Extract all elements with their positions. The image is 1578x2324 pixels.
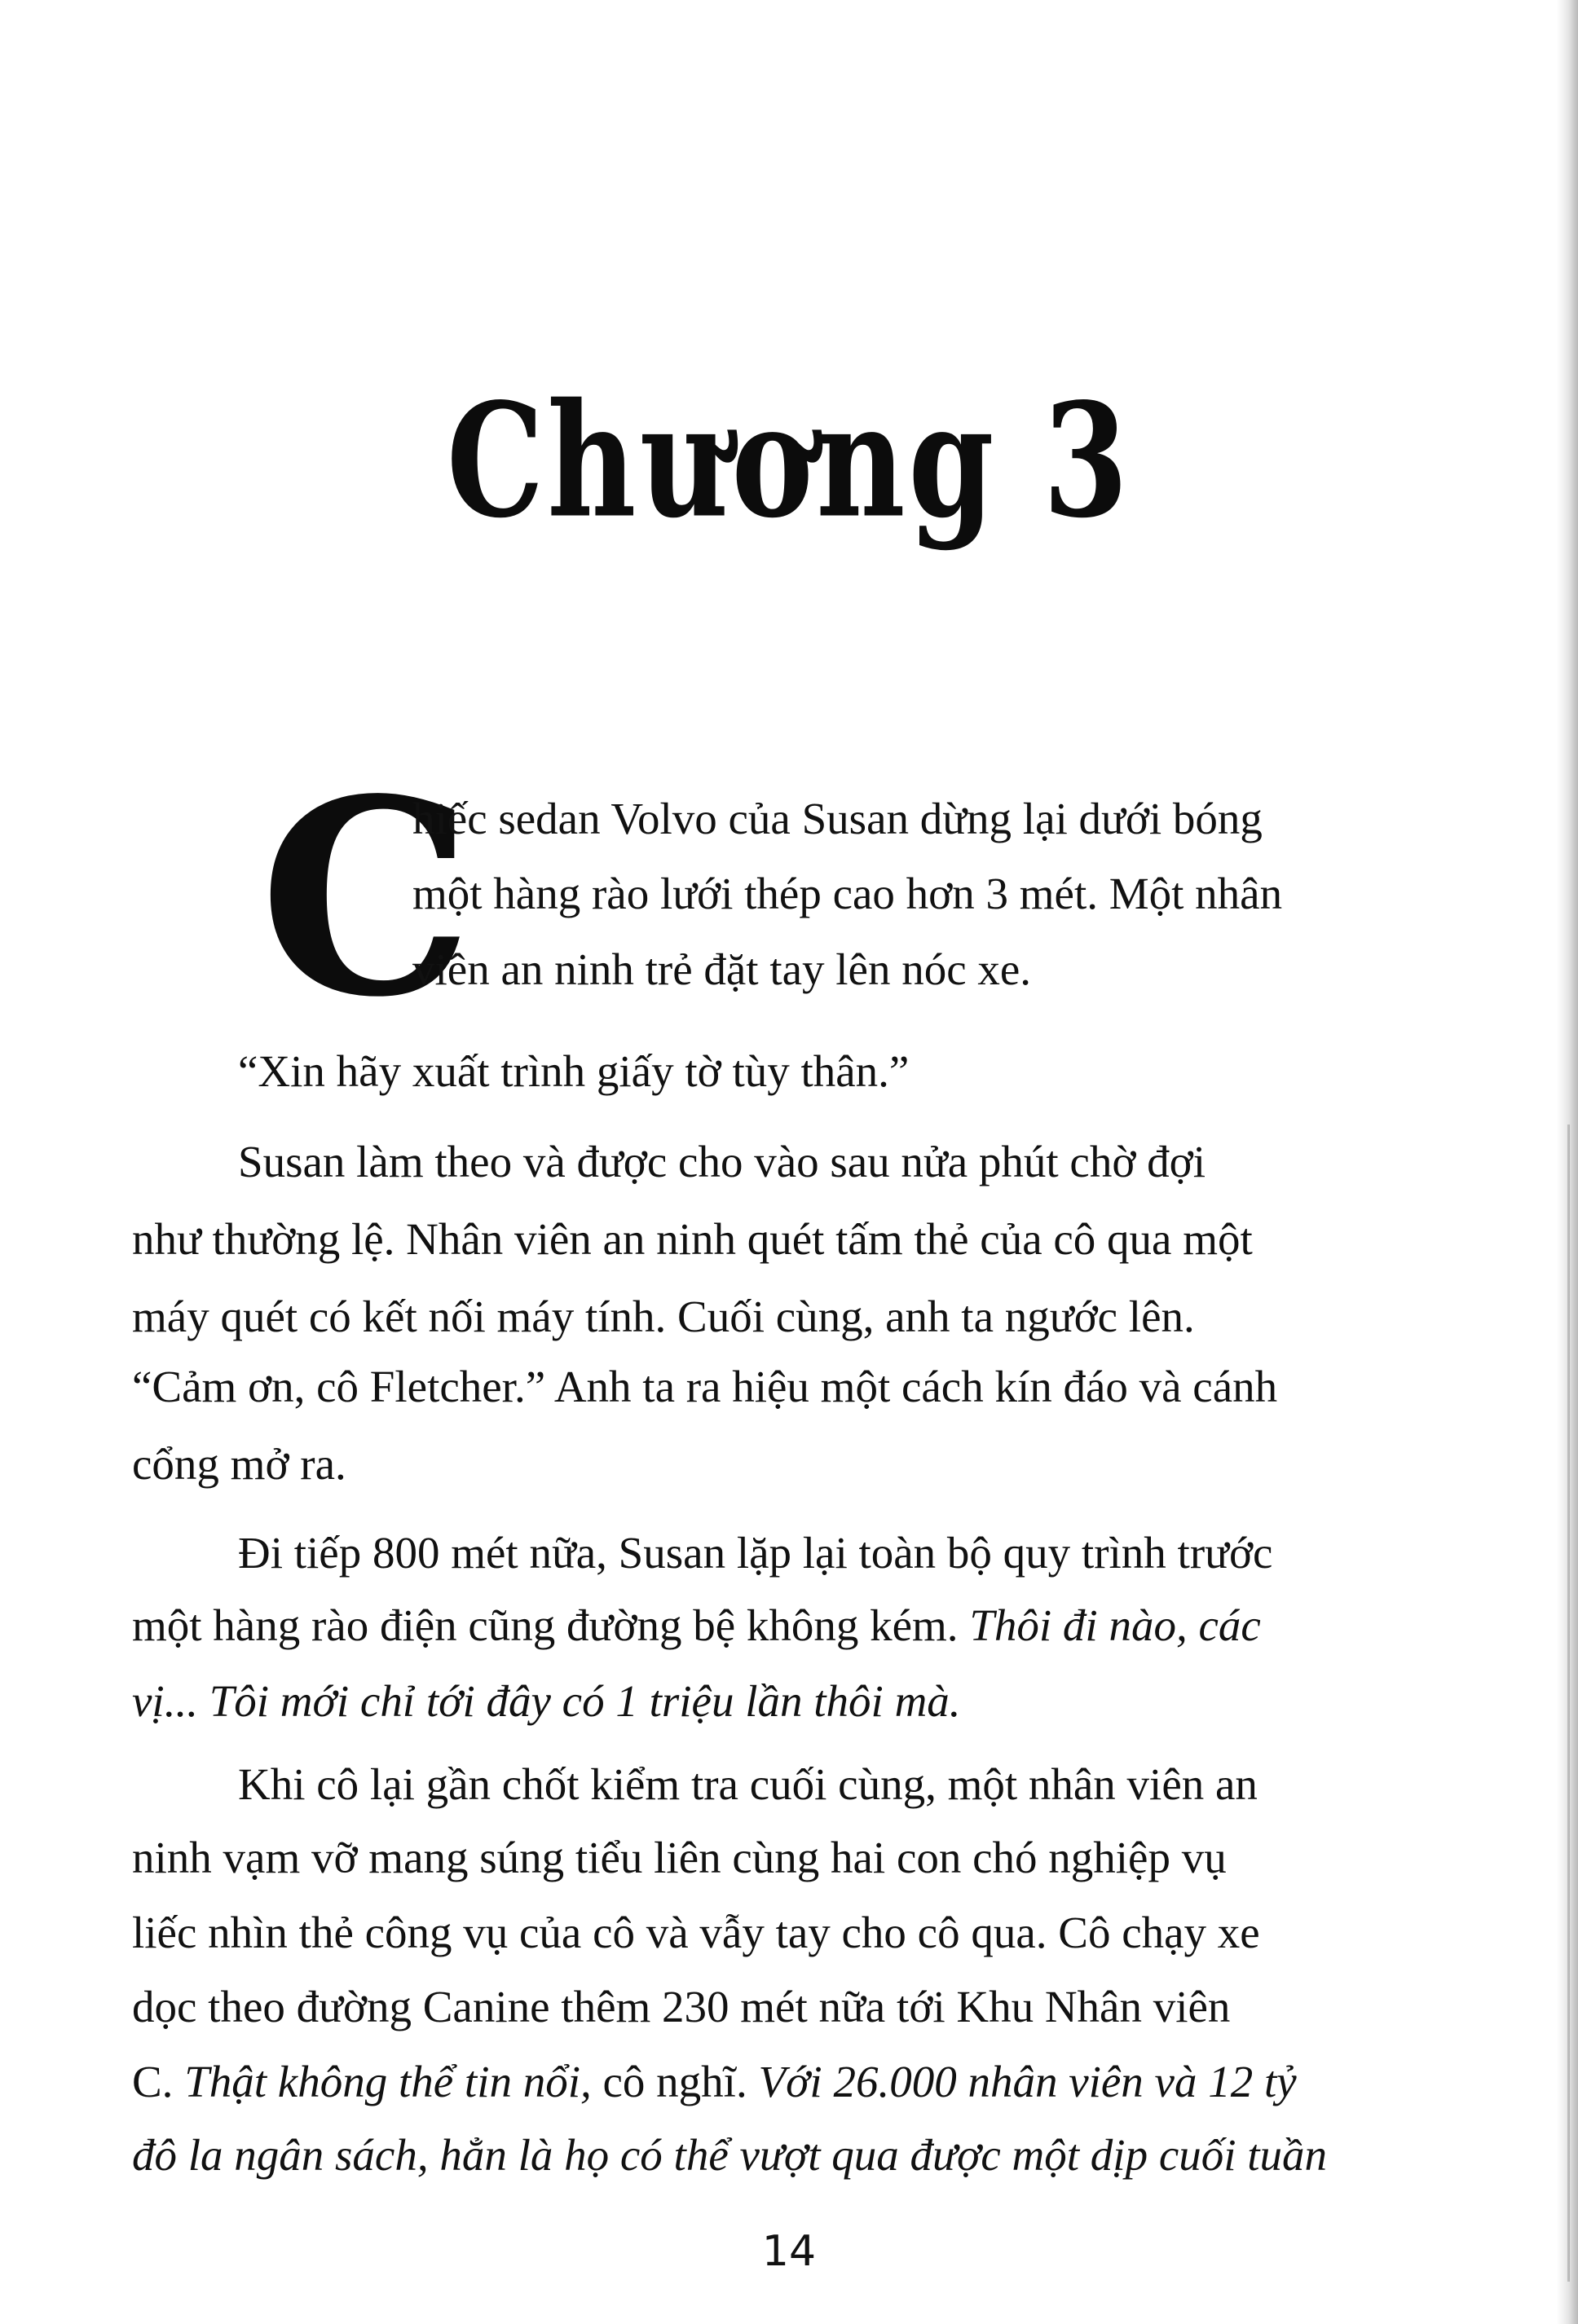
paragraph-1-line-1: hiếc sedan Volvo của Susan dừng lại dưới bóng: [412, 794, 1263, 843]
paragraph-3-line-1: Susan làm theo và được cho vào sau nửa phút chờ đợi: [238, 1137, 1206, 1186]
paragraph-1-line-2: một hàng rào lưới thép cao hơn 3 mét. Một nhân: [412, 869, 1283, 918]
paragraph-3-line-2: như thường lệ. Nhân viên an ninh quét tấm thẻ của cô qua một: [132, 1214, 1253, 1264]
paragraph-2-line-1: “Xin hãy xuất trình giấy tờ tùy thân.”: [238, 1046, 910, 1096]
paragraph-5-line-6: đô la ngân sách, hẳn là họ có thể vượt qua được một dịp cuối tuần: [132, 2130, 1328, 2180]
paragraph-3-line-5: cổng mở ra.: [132, 1439, 346, 1489]
page-number: 14: [761, 2227, 817, 2276]
paragraph-3-line-4: “Cảm ơn, cô Fletcher.” Anh ta ra hiệu một cách kín đáo và cánh: [132, 1362, 1278, 1411]
paragraph-5-line-3: liếc nhìn thẻ công vụ của cô và vẫy tay cho cô qua. Cô chạy xe: [132, 1908, 1260, 1957]
paragraph-5-line-5-normal-a: C.: [132, 2057, 185, 2106]
paragraph-3-line-3: máy quét có kết nối máy tính. Cuối cùng, anh ta ngước lên.: [132, 1292, 1195, 1341]
paragraph-4-line-1: Đi tiếp 800 mét nữa, Susan lặp lại toàn bộ quy trình trước: [238, 1528, 1273, 1578]
paragraph-5-line-5-italic-b: Với 26.000 nhân viên và 12 tỷ: [758, 2057, 1297, 2106]
paragraph-5-line-1: Khi cô lại gần chốt kiểm tra cuối cùng, một nhân viên an: [238, 1759, 1258, 1809]
chapter-title: Chương 3: [446, 369, 1132, 553]
paragraph-4-line-2-italic: Thôi đi nào, các: [969, 1600, 1261, 1650]
paragraph-4-line-2: [132, 1593, 1261, 1658]
paragraph-5-line-5-normal-b: cô nghĩ.: [591, 2057, 759, 2106]
paragraph-1-line-3: viên an ninh trẻ đặt tay lên nóc xe.: [412, 944, 1032, 994]
paragraph-4-line-3: vị... Tôi mới chỉ tới đây có 1 triệu lần thôi mà.: [132, 1676, 961, 1726]
page-edge-line: [1567, 1125, 1570, 2282]
paragraph-5-line-5: [132, 2049, 1297, 2115]
paragraph-5-line-4: dọc theo đường Canine thêm 230 mét nữa tới Khu Nhân viên: [132, 1982, 1231, 2031]
drop-cap: C: [259, 740, 474, 1056]
paragraph-4-line-2-normal: một hàng rào điện cũng đường bệ không kém.: [132, 1600, 970, 1650]
paragraph-5-line-2: ninh vạm vỡ mang súng tiểu liên cùng hai con chó nghiệp vụ: [132, 1833, 1227, 1882]
paragraph-5-line-5-italic-a: Thật không thể tin nổi,: [184, 2057, 592, 2106]
